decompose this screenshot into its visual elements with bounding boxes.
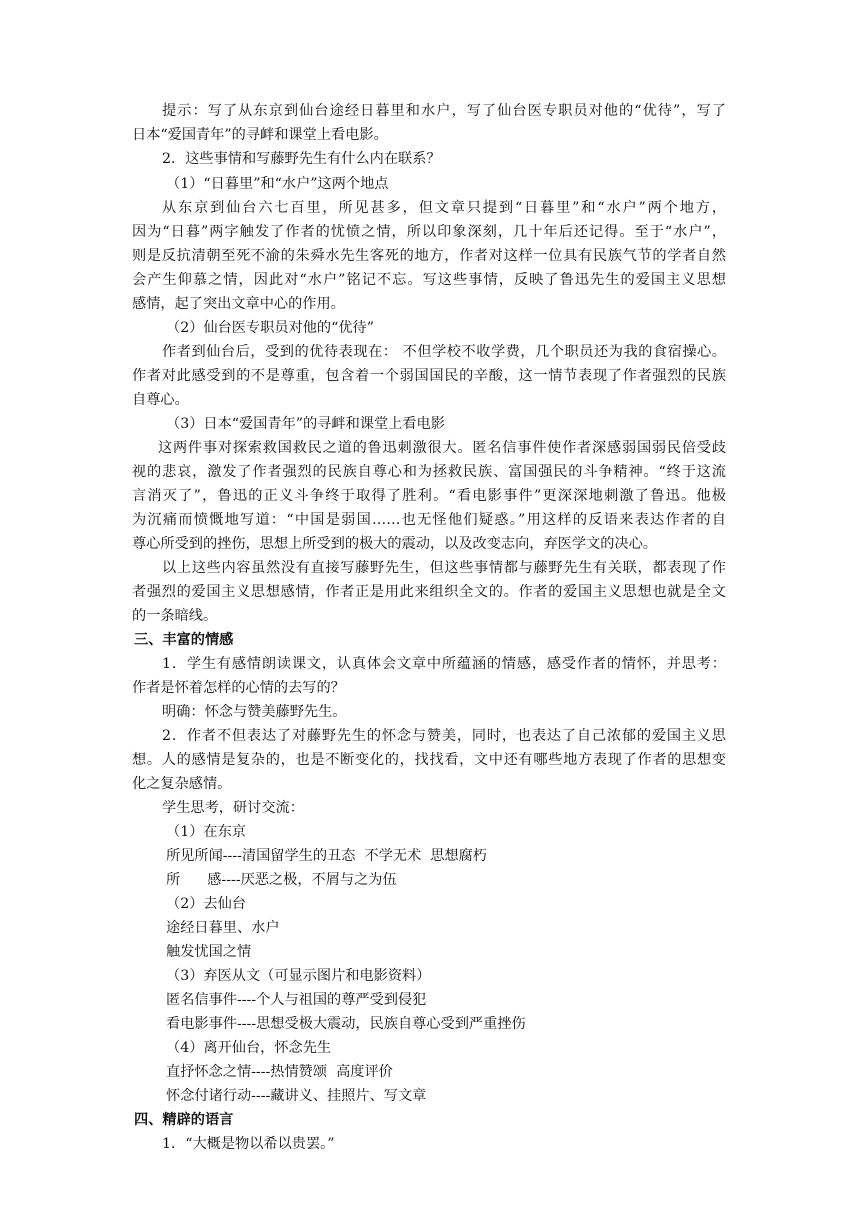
- outline-1-item-2: 所 感----厌恶之极，不屑与之为伍: [166, 872, 397, 888]
- outline-3-item-2: 看电影事件----思想受极大震动，民族自尊心受到严重挫伤: [166, 1016, 526, 1032]
- section-heading-4: 四、精辟的语言: [134, 1112, 234, 1128]
- paragraph-1-line-2: 因为“日暮”两字触发了作者的忧愤之情，所以印象深刻，几十年后还记得。至于“水户”，: [132, 224, 726, 240]
- outline-2-heading: （2）去仙台: [166, 896, 246, 912]
- paragraph-3-line-1: 这两件事对探索救国救民之道的鲁迅刺激很大。匿名信事件使作者深感弱国弱民倍受歧: [158, 440, 726, 456]
- paragraph-4-line-2: 者强烈的爱国主义思想感情，作者正是用此来组织全文的。作者的爱国主义思想也就是全文: [132, 584, 726, 600]
- paragraph-1-line-1: 从东京到仙台六七百里，所见甚多，但文章只提到“日暮里”和“水户”两个地方，: [162, 200, 726, 216]
- tip-line-1: 提示：写了从东京到仙台途经日暮里和水户，写了仙台医专职员对他的“优待”，写了: [162, 103, 726, 119]
- paragraph-3-line-4: 为沉痛而愤慨地写道：“中国是弱国……也无怪他们疑惑。”用这样的反语来表达作者的自: [132, 512, 726, 528]
- subheading-1: （1）“日暮里”和“水户”这两个地点: [166, 176, 389, 192]
- paragraph-3-line-2: 视的悲哀，激发了作者强烈的民族自尊心和为拯救民族、富国强民的斗争精神。“终于这流: [132, 464, 726, 480]
- outline-4-item-1: 直抒怀念之情----热情赞颂 高度评价: [166, 1064, 393, 1080]
- outline-3-item-1: 匿名信事件----个人与祖国的尊严受到侵犯: [166, 992, 427, 1008]
- paragraph-4-line-3: 的一条暗线。: [132, 608, 218, 624]
- item-2-line-1: 2．作者不但表达了对藤野先生的怀念与赞美，同时，也表达了自己浓郁的爱国主义思: [162, 728, 726, 744]
- item-1-line-1: 1．学生有感情朗读课文，认真体会文章中所蕴涵的情感，感受作者的情怀，并思考：: [162, 656, 726, 672]
- quote-1: 1．“大概是物以希以贵罢。”: [162, 1136, 335, 1152]
- outline-4-item-2: 怀念付诸行动----藏讲义、挂照片、写文章: [166, 1088, 427, 1104]
- item-2-line-3: 化之复杂感情。: [132, 776, 232, 792]
- tip-line-2: 日本“爱国青年”的寻衅和课堂上看电影。: [132, 127, 388, 143]
- outline-2-item-1: 途经日暮里、水户: [166, 920, 280, 936]
- paragraph-1-line-4: 会产生仰慕之情，因此对“水户”铭记不忘。写这些事情，反映了鲁迅先生的爱国主义思想: [132, 272, 726, 288]
- outline-1-item-1: 所见所闻----清国留学生的丑态 不学无术 思想腐朽: [166, 848, 487, 864]
- section-heading-3: 三、丰富的情感: [134, 632, 234, 648]
- paragraph-1-line-5: 感情，起了突出文章中心的作用。: [132, 296, 345, 312]
- paragraph-2-line-1: 作者到仙台后，受到的优待表现在： 不但学校不收学费，几个职员还为我的食宿操心。: [162, 344, 726, 360]
- item-2-line-2: 想。人的感情是复杂的，也是不断变化的，找找看，文中还有哪些地方表现了作者的思想变: [132, 752, 726, 768]
- item-1-line-2: 作者是怀着怎样的心情的去写的？: [132, 680, 345, 696]
- paragraph-2-line-2: 作者对此感受到的不是尊重，包含着一个弱国国民的辛酸，这一情节表现了作者强烈的民族: [132, 368, 726, 384]
- paragraph-4-line-1: 以上这些内容虽然没有直接写藤野先生，但这些事情都与藤野先生有关联，都表现了作: [162, 560, 726, 576]
- question-2: 2．这些事情和写藤野先生有什么内在联系？: [162, 151, 441, 167]
- paragraph-3-line-5: 尊心所受到的挫伤，思想上所受到的极大的震动，以及改变志向，弃医学文的决心。: [132, 536, 657, 552]
- subheading-2: （2）仙台医专职员对他的“优待”: [166, 320, 374, 336]
- outline-3-heading: （3）弃医从文（可显示图片和电影资料）: [166, 968, 431, 984]
- answer-line: 明确：怀念与赞美藤野先生。: [162, 704, 347, 720]
- paragraph-2-line-3: 自尊心。: [132, 392, 189, 408]
- outline-4-heading: （4）离开仙台，怀念先生: [166, 1040, 332, 1056]
- subheading-3: （3）日本“爱国青年”的寻衅和课堂上看电影: [166, 416, 445, 432]
- paragraph-3-line-3: 言消灭了”，鲁迅的正义斗争终于取得了胜利。“看电影事件”更深深地刺激了鲁迅。他极: [132, 488, 726, 504]
- outline-1-heading: （1）在东京: [166, 824, 246, 840]
- outline-2-item-2: 触发忧国之情: [166, 944, 252, 960]
- paragraph-1-line-3: 则是反抗清朝至死不渝的朱舜水先生客死的地方，作者对这样一位具有民族气节的学者自然: [132, 248, 726, 264]
- discussion-intro: 学生思考，研讨交流：: [162, 800, 304, 816]
